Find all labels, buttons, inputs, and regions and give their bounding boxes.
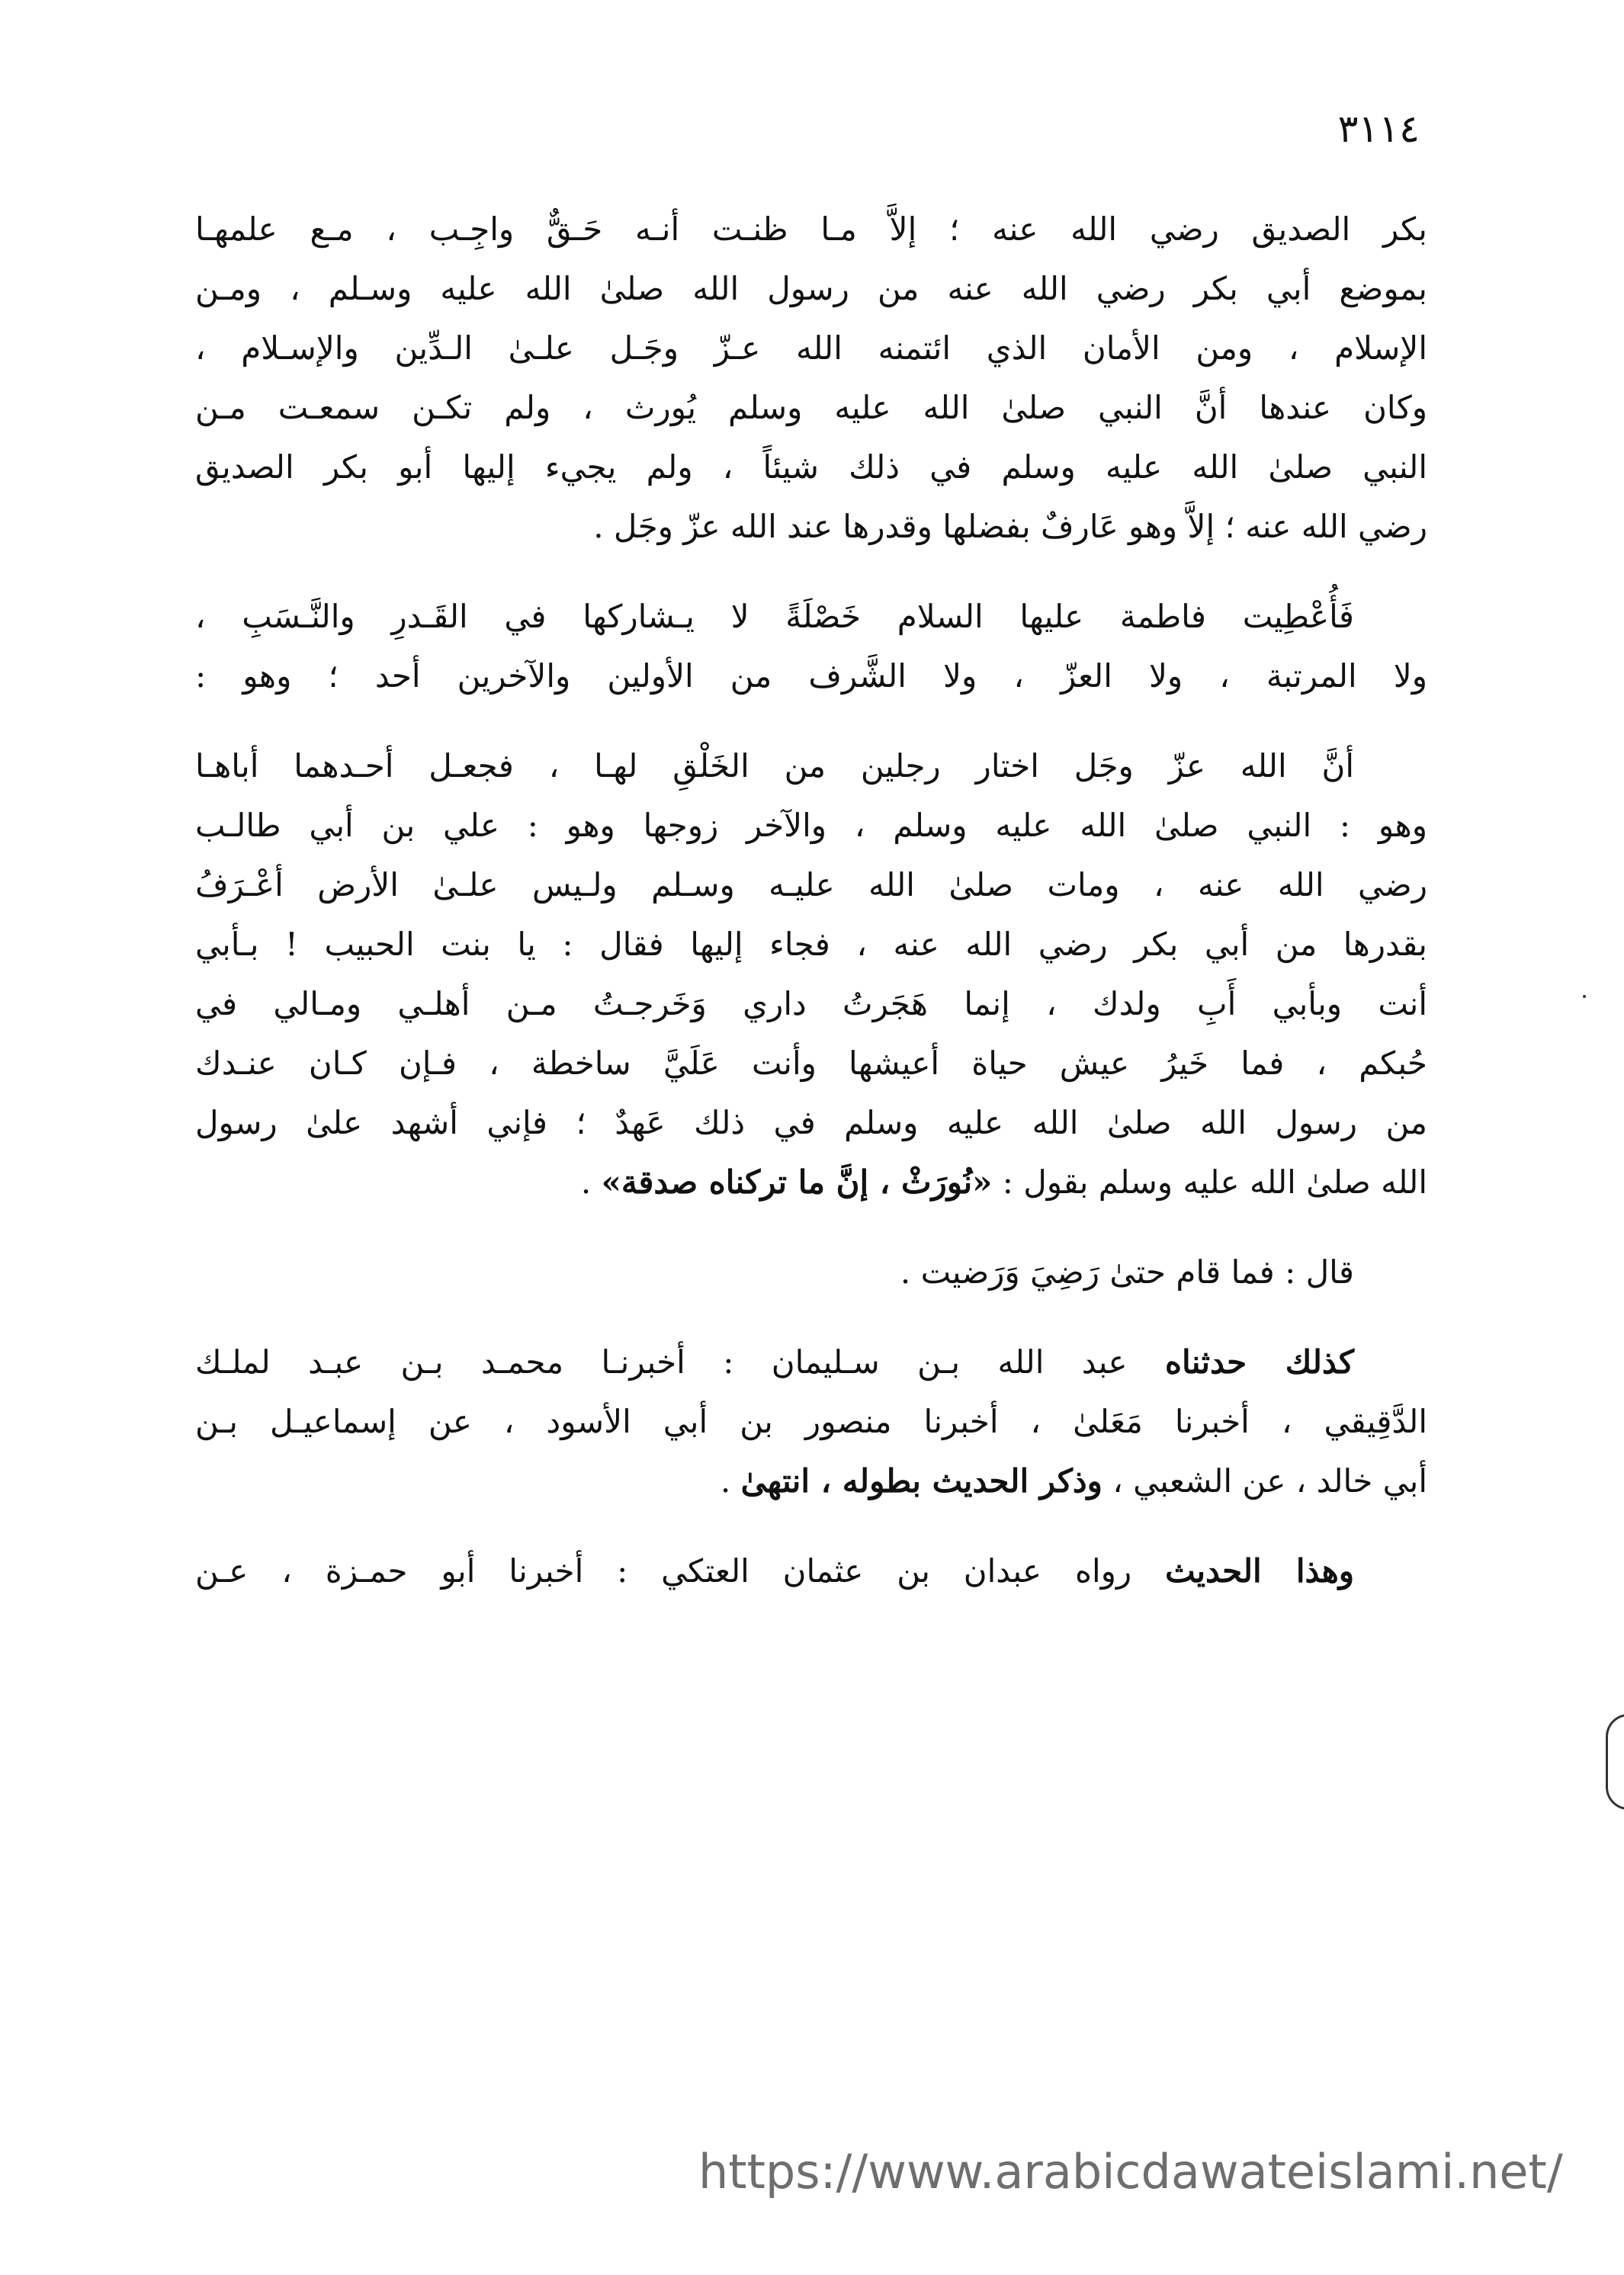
text-segment: عبد الله بـن سـليمان : أخبرنـا محمـد بـن عبـد لملـك: [195, 1343, 1165, 1381]
paragraph-5: [195, 1333, 1427, 1511]
paragraph-2: [195, 587, 1427, 706]
text-segment: .: [580, 1163, 602, 1201]
text-line: ولا المرتبة ، ولا العزّ ، ولا الشَّرف من الأولين والآخرين أحد ؛ وهو :: [195, 657, 1427, 695]
text-segment: .: [720, 1462, 741, 1500]
bold-phrase: وذكر الحديث بطوله ، انتهىٰ: [740, 1462, 1102, 1500]
quoted-hadith: «نُورَثْ ، إنَّ ما تركناه صدقة»: [601, 1163, 993, 1201]
paragraph-1: [195, 200, 1427, 557]
paragraph-6: [195, 1542, 1427, 1601]
text-line: بموضع أبي بكر رضي الله عنه من رسول الله صلىٰ الله عليه وسـلم ، ومـن: [195, 270, 1427, 307]
text-line: أنَّ الله عزّ وجَل اختار رجلين من الخَلْقِ لهـا ، فجعـل أحـدهما أباهـا: [195, 747, 1354, 785]
text-line: رضي الله عنه ؛ إلاَّ وهو عَارفٌ بفضلها وقدرها عند الله عزّ وجَل .: [593, 508, 1427, 545]
text-line: [195, 1333, 1427, 1392]
text-line: وهو : النبي صلىٰ الله عليه وسلم ، والآخر زوجها وهو : علي بن أبي طالـب: [195, 807, 1427, 844]
text-line: [195, 1542, 1427, 1601]
text-body: [195, 200, 1427, 1601]
watermark-url: https://www.arabicdawateislami.net/: [698, 2144, 1563, 2200]
paragraph-4: [195, 1243, 1427, 1302]
paragraph-3: [195, 736, 1427, 1212]
text-segment: أبي خالد ، عن الشعبي ،: [1102, 1462, 1427, 1500]
text-line: [195, 1153, 1427, 1212]
text-segment: رواه عبدان بن عثمان العتكي : أخبرنا أبو حمـزة ، عـن: [195, 1552, 1166, 1590]
text-line: بقدرها من أبي بكر رضي الله عنه ، فجاء إليها فقال : يا بنت الحبيب ! بـأبي: [195, 926, 1427, 963]
margin-binding-mark: [1606, 1714, 1624, 1810]
text-line: فَأُعْطِيت فاطمة عليها السلام خَصْلَةً لا يـشاركها في القَـدرِ والنَّـسَبِ ،: [195, 598, 1354, 635]
page-number: ٣١١٤: [1337, 107, 1420, 151]
text-line: أنت وبأبي أَبِ ولدك ، إنما هَجَرتُ داري وَخَرجـتُ مـن أهلـي ومـالي في: [195, 985, 1427, 1022]
text-line: من رسول الله صلىٰ الله عليه وسلم في ذلك عَهدٌ ؛ فإني أشهد علىٰ رسول: [195, 1104, 1427, 1141]
text-line: قال : فما قام حتىٰ رَضِيَ وَرَضيت .: [900, 1253, 1354, 1291]
text-line: حُبكم ، فما خَيرُ عيش حياة أعيشها وأنت عَلَيَّ ساخطة ، فـإن كـان عنـدك: [195, 1044, 1427, 1082]
text-line: الإسلام ، ومن الأمان الذي ائتمنه الله عـزّ وجَـل علـىٰ الـدِّين والإسـلام ،: [195, 329, 1427, 367]
text-line: النبي صلىٰ الله عليه وسلم في ذلك شيئاً ، ولم يجيء إليها أبو بكر الصديق: [195, 448, 1427, 486]
text-line: [195, 1452, 1427, 1511]
margin-dot: [1583, 995, 1586, 998]
text-line: وكان عندها أنَّ النبي صلىٰ الله عليه وسلم يُورث ، ولم تكـن سمعـت مـن: [195, 389, 1427, 426]
text-line: الدَّقِيقي ، أخبرنا مَعَلىٰ ، أخبرنا منصور بن أبي الأسود ، عن إسماعيـل بـن: [195, 1403, 1428, 1440]
text-line: رضي الله عنه ، ومات صلىٰ الله عليـه وسـلم ولـيس علـىٰ الأرض أعْـرَفُ: [195, 866, 1427, 903]
bold-lead: وهذا الحديث: [1165, 1552, 1354, 1590]
bold-lead: كذلك حدثناه: [1164, 1343, 1355, 1381]
text-segment: الله صلىٰ الله عليه وسلم بقول :: [992, 1163, 1427, 1201]
text-line: بكر الصديق رضي الله عنه ؛ إلاَّ مـا ظنـت أنـه حَـقٌّ واجِـب ، مـع علمهـا: [195, 210, 1427, 248]
